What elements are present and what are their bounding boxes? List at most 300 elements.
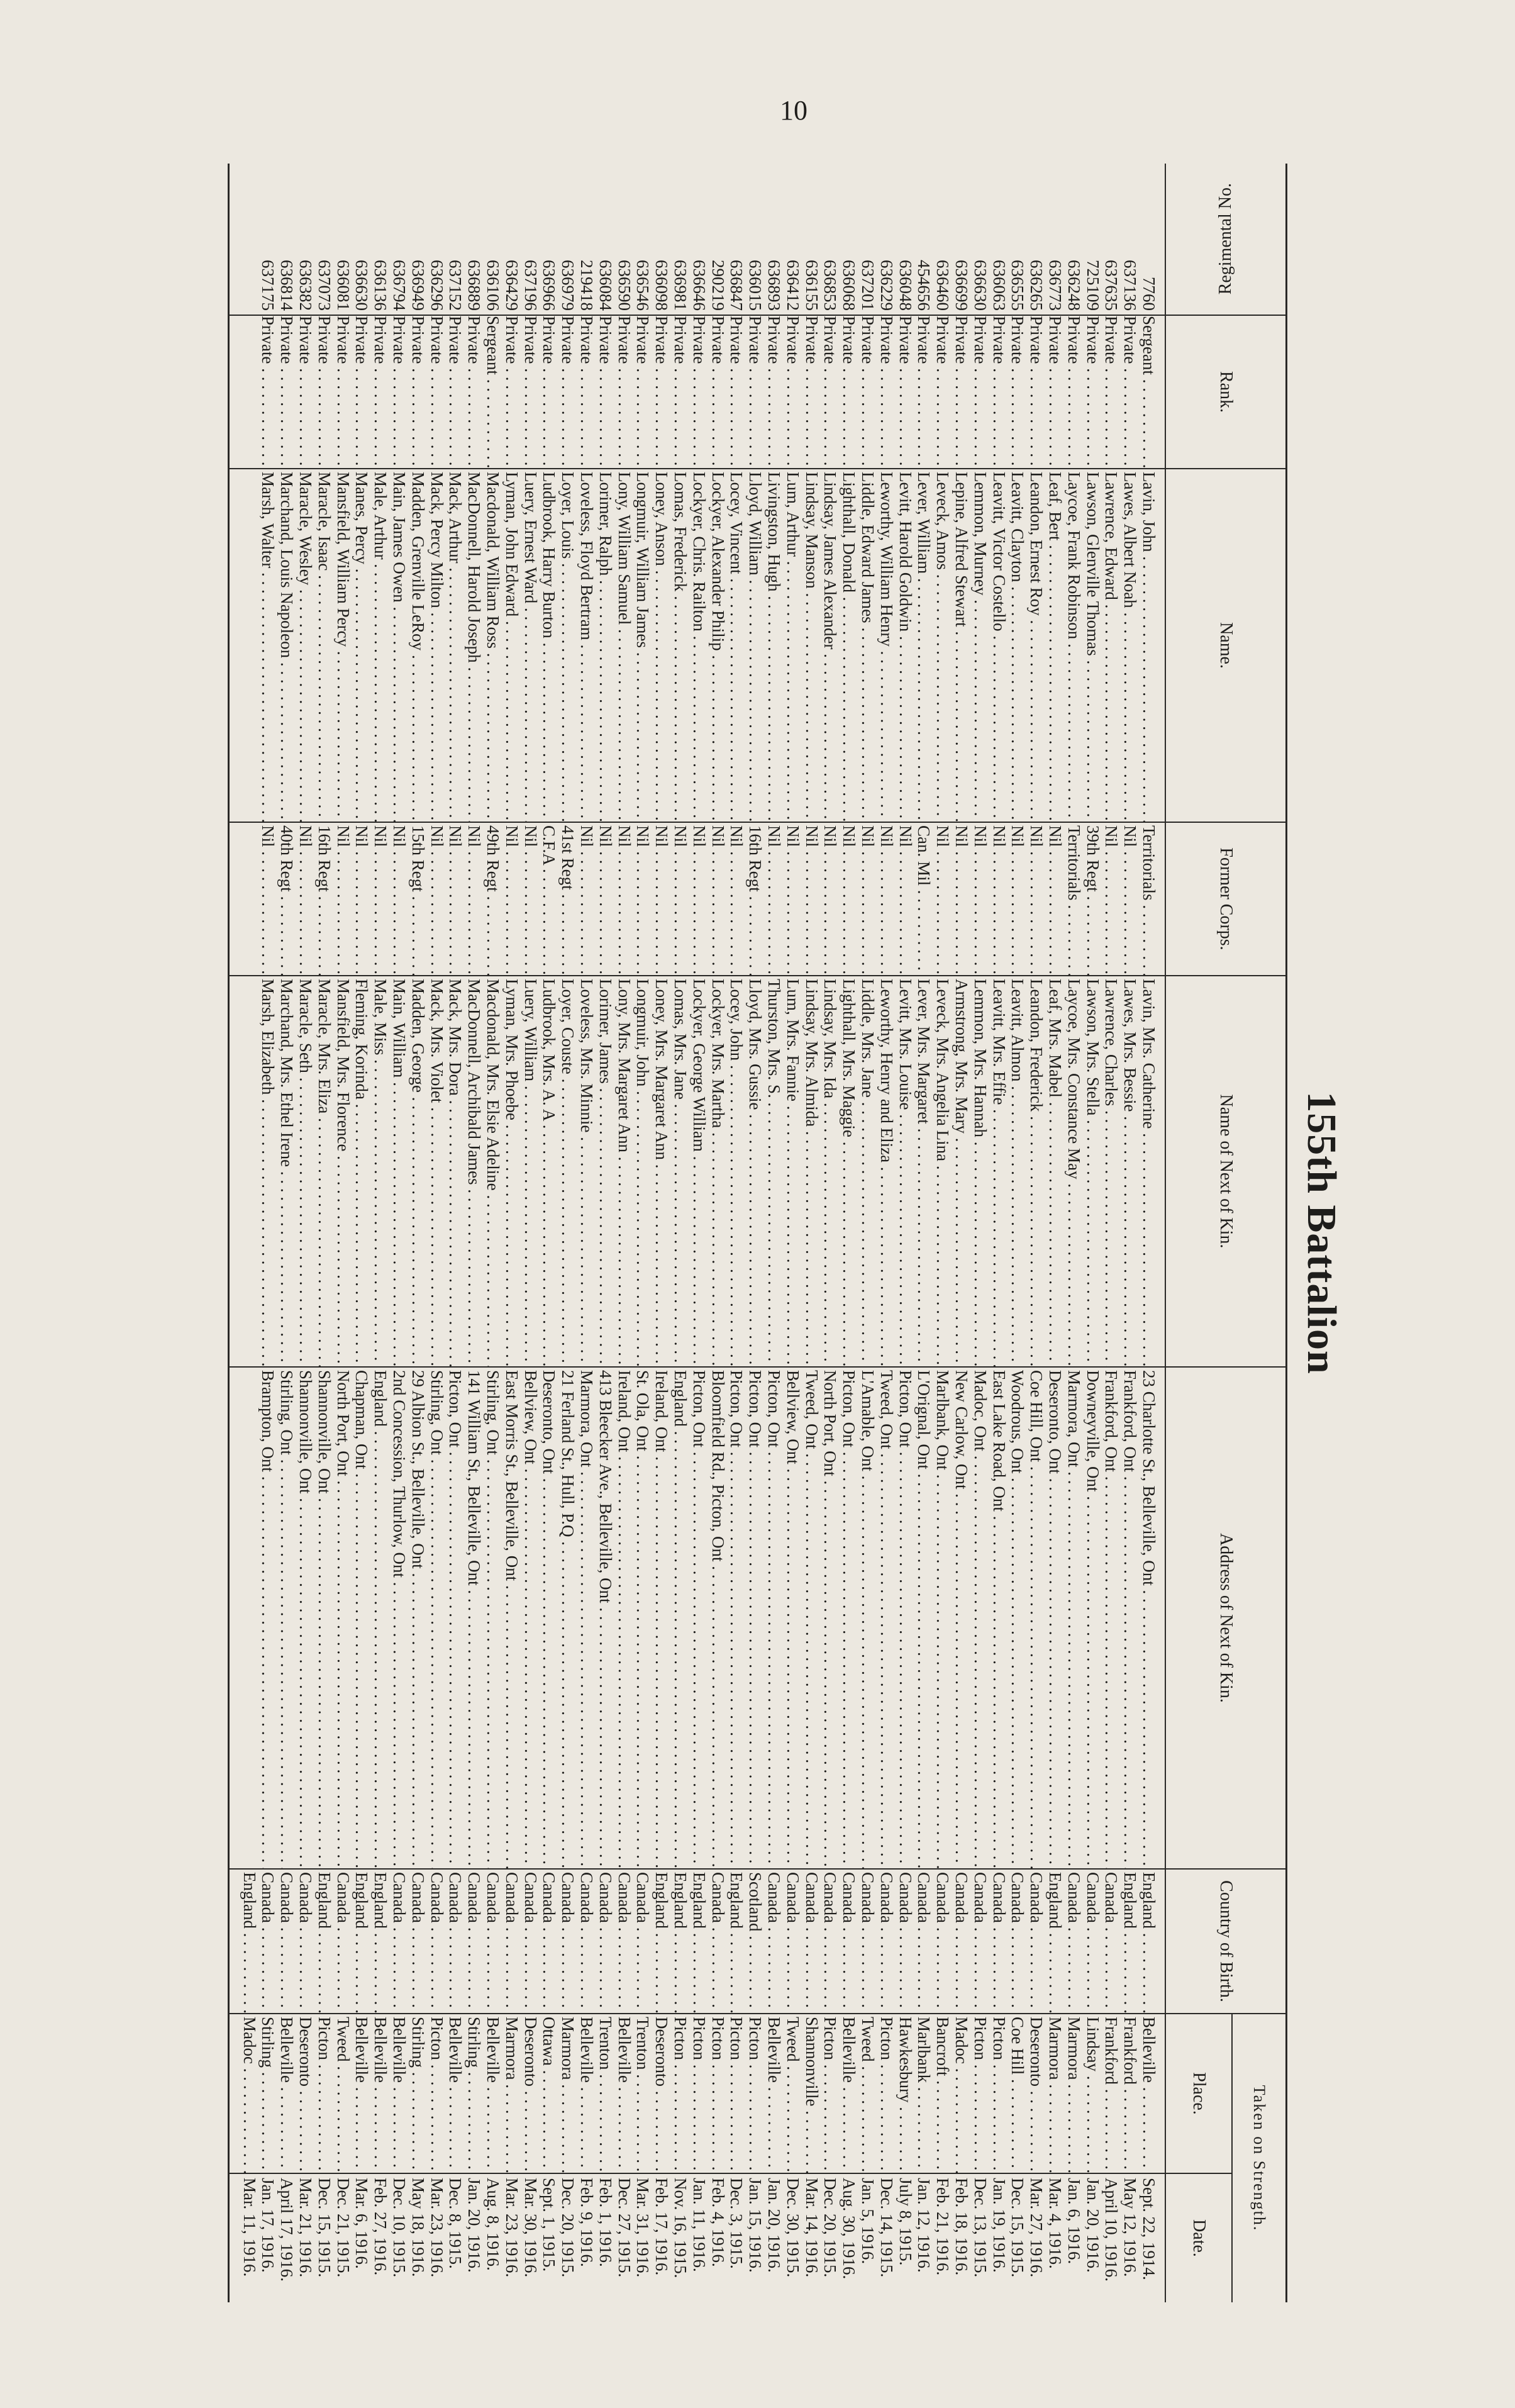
cell-next-of-kin-address: Marmora, Ont . . . [1062,1368,1086,1868]
cell-name: Luery, Ernest Ward . . . [519,469,543,822]
cell-former-corps: Nil . . . [762,823,786,975]
cell-rank: Private . . . [987,316,1011,468]
cell-regimental-no: 636979 [558,260,578,311]
cell-country-of-birth: Canada . . . [837,1870,861,2013]
cell-next-of-kin-name: Fleming, Korinda . . . [350,976,374,1366]
cell-strength-place: Deseronto . . . [294,2014,318,2173]
cell-rank: Sergeant . . . [481,316,505,468]
cell-name: Marsh, Walter . . . [256,469,280,822]
cell-former-corps: Nil . . . [519,823,543,975]
cell-next-of-kin-name: Lony, Mrs. Margaret Ann . . . [613,976,636,1366]
cell-name: Lever, William . . . [912,469,936,822]
cell-strength-date: Jan. 15, 1916. [746,2178,765,2273]
cell-next-of-kin-name: Lavin, Mrs. Catherine . . . [1137,976,1161,1366]
header-place: Place. [1189,2072,1209,2115]
cell-rank: Private . . . [1006,316,1029,468]
cell-rank: Private . . . [912,316,936,468]
cell-next-of-kin-address: 2nd Concession, Thurlow, Ont . . . [387,1368,411,1868]
cell-country-of-birth: Canada . . . [275,1870,299,2013]
cell-regimental-no: 219418 [577,260,596,311]
cell-next-of-kin-name: Lighthall, Mrs. Maggie . . . [837,976,861,1366]
roster-table [228,164,1287,2302]
cell-next-of-kin-name: Lyman, Mrs. Phoebe . . . [500,976,524,1366]
cell-former-corps: Nil . . . [818,823,842,975]
cell-next-of-kin-address: Marlbank, Ont . . . [931,1368,955,1868]
cell-strength-place: Madoc . . . [238,2014,262,2173]
cell-name: Leandon, Ernest Roy . . . [1024,469,1048,822]
cell-next-of-kin-address: Picton, Ont . . . [837,1368,861,1868]
cell-rank: Private . . . [856,316,880,468]
header-name: Name. [1216,622,1236,669]
cell-next-of-kin-address: Frankford, Ont . . . [1099,1368,1123,1868]
cell-rank: Private . . . [556,316,580,468]
cell-former-corps: Nil . . . [687,823,711,975]
cell-strength-place: Ottawa . . . [537,2014,561,2173]
cell-strength-place: Marmora . . . [556,2014,580,2173]
cell-next-of-kin-address: North Port, Ont . . . [818,1368,842,1868]
cell-next-of-kin-name: Main, William . . . [387,976,411,1366]
cell-name: Locey, Vincent . . . [724,469,748,822]
cell-name: Main, James Owen . . . [387,469,411,822]
cell-next-of-kin-name: Leveck, Mrs. Angelia Lina . . . [931,976,955,1366]
cell-regimental-no: 636296 [427,260,447,311]
cell-rank: Private . . . [800,316,824,468]
cell-strength-date: Jan. 20, 1916. [765,2178,784,2273]
cell-next-of-kin-address: East Lake Road, Ont . . . [987,1368,1011,1868]
cell-name: Lindsay, Manson . . . [800,469,824,822]
cell-strength-place: Picton . . . [313,2014,336,2173]
cell-strength-place: Picton . . . [968,2014,992,2173]
cell-strength-place: Picton . . . [687,2014,711,2173]
cell-strength-date: Jan. 17, 1916. [258,2178,278,2273]
header-next-of-kin-address: Address of Next of Kin. [1216,1533,1236,1703]
cell-rank: Private . . . [256,316,280,468]
cell-strength-place: Picton . . . [987,2014,1011,2173]
cell-regimental-no: 725109 [1083,260,1102,311]
cell-name: Mack, Percy Milton . . . [425,469,449,822]
cell-country-of-birth: Canada . . . [856,1870,880,2013]
cell-name: Manes, Percy . . . [350,469,374,822]
cell-strength-date: Mar. 27, 1916. [1027,2178,1046,2278]
cell-next-of-kin-address: Deseronto, Ont . . . [1043,1368,1067,1868]
cell-regimental-no: 636794 [390,260,409,311]
cell-next-of-kin-address: L'Amable, Ont . . . [856,1368,880,1868]
cell-next-of-kin-name: Lever, Mrs. Margaret . . . [912,976,936,1366]
header-divider [1166,975,1285,976]
cell-former-corps: Nil . . . [837,823,861,975]
cell-country-of-birth: Canada . . . [1062,1870,1086,2013]
cell-name: Levitt, Harold Goldwin . . . [894,469,918,822]
cell-former-corps: Nil . . . [594,823,618,975]
cell-former-corps: Nil . . . [781,823,805,975]
cell-former-corps: Nil . . . [706,823,730,975]
cell-name: Leavitt, Victor Costello . . . [987,469,1011,822]
cell-next-of-kin-address: Picton, Ont . . . [687,1368,711,1868]
cell-next-of-kin-name: Laycoe, Mrs. Constance May . . . [1062,976,1086,1366]
cell-country-of-birth: Canada . . . [818,1870,842,2013]
cell-strength-date: Dec. 21, 1915. [333,2178,353,2278]
cell-strength-place: Coe Hill . . . [1006,2014,1029,2173]
cell-strength-date: Dec. 3, 1915. [727,2178,746,2269]
cell-former-corps: Nil . . . [931,823,955,975]
cell-strength-place: Stirling . . . [256,2014,280,2173]
cell-rank: Private . . . [631,316,655,468]
cell-strength-date: Feb. 9, 1916. [577,2178,596,2267]
cell-rank: Private . . . [425,316,449,468]
cell-strength-date: Mar. 30, 1916. [521,2178,540,2278]
cell-strength-place: Deseronto . . . [519,2014,543,2173]
cell-regimental-no: 636814 [277,260,297,311]
cell-former-corps: Nil . . . [1118,823,1142,975]
cell-next-of-kin-address: Bloomfield Rd., Picton, Ont . . . [706,1368,730,1868]
cell-regimental-no: 636699 [952,260,971,311]
cell-rank: Private . . . [500,316,524,468]
cell-rank: Private . . . [968,316,992,468]
cell-regimental-no: 636068 [840,260,859,311]
cell-name: Lepine, Alfred Stewart . . . [950,469,974,822]
cell-rank: Private . . . [369,316,392,468]
cell-next-of-kin-name: Maracle, Mrs. Eliza . . . [313,976,336,1366]
cell-strength-place: Trenton . . . [594,2014,618,2173]
cell-country-of-birth: Canada . . . [894,1870,918,2013]
cell-next-of-kin-address: 23 Charlotte St., Belleville, Ont . . . [1137,1368,1161,1868]
header-divider [1166,822,1285,823]
cell-former-corps: Nil . . . [1006,823,1029,975]
cell-strength-date: Dec. 8, 1915. [446,2178,465,2269]
cell-rank: Private . . . [462,316,486,468]
cell-strength-date: Dec. 13, 1915. [970,2178,990,2278]
cell-strength-place: Picton . . . [743,2014,767,2173]
cell-strength-place: Marmora . . . [500,2014,524,2173]
cell-next-of-kin-name: Lomas, Mrs. Jane . . . [669,976,692,1366]
cell-regimental-no: 637136 [1121,260,1140,311]
cell-strength-place: Marlbank . . . [912,2014,936,2173]
cell-country-of-birth: Canada . . . [406,1870,430,2013]
cell-next-of-kin-address: Picton, Ont . . . [743,1368,767,1868]
cell-regimental-no: 454656 [914,260,934,311]
cell-strength-date: Mar. 23, 1916. [502,2178,521,2278]
cell-next-of-kin-name: Leavitt, Almon . . . [1006,976,1029,1366]
cell-strength-date: Feb. 18, 1916. [952,2178,971,2276]
cell-strength-date: May 12, 1916. [1121,2178,1140,2277]
cell-rank: Private . . . [594,316,618,468]
cell-regimental-no: 636630 [352,260,372,311]
cell-strength-place: Deseronto . . . [1024,2014,1048,2173]
cell-strength-place: Picton . . . [875,2014,899,2173]
cell-next-of-kin-address: Picton, Ont . . . [762,1368,786,1868]
cell-rank: Private . . . [1099,316,1123,468]
rotated-page-content [226,164,1345,2302]
cell-country-of-birth: England . . . [650,1870,674,2013]
cell-strength-date: Sept. 22, 1914. [1140,2178,1158,2280]
header-divider [1166,2173,1231,2174]
cell-former-corps: Can. Mil . . . [912,823,936,975]
cell-strength-date: Dec. 14, 1915. [877,2178,896,2278]
cell-strength-place: Madoc . . . [950,2014,974,2173]
cell-strength-place: Belleville . . . [387,2014,411,2173]
header-divider [1166,468,1285,469]
cell-next-of-kin-name: Mansfield, Mrs. Florence . . . [331,976,355,1366]
cell-next-of-kin-name: Macdonald, Mrs. Elsie Adeline . . . [481,976,505,1366]
cell-regimental-no: 636063 [989,260,1009,311]
cell-regimental-no: 636949 [408,260,428,311]
cell-country-of-birth: England . . . [1043,1870,1067,2013]
cell-name: Lawrence, Edward . . . [1099,469,1123,822]
cell-country-of-birth: England . . . [687,1870,711,2013]
cell-strength-place: Belleville . . . [275,2014,299,2173]
cell-former-corps: Nil . . . [256,823,280,975]
cell-strength-date: Feb. 27, 1916. [371,2178,391,2276]
cell-strength-date: April 17, 1916. [277,2178,297,2282]
cell-country-of-birth: England . . . [350,1870,374,2013]
cell-name: Loyer, Louis . . . [556,469,580,822]
cell-name: Lorimer, Ralph . . . [594,469,618,822]
cell-next-of-kin-name: Marchand, Mrs. Ethel Irene . . . [275,976,299,1366]
cell-country-of-birth: Canada . . . [987,1870,1011,2013]
cell-name: MacDonnell, Harold Joseph . . . [462,469,486,822]
cell-strength-date: Dec. 30, 1915. [783,2178,802,2278]
cell-strength-date: Mar. 21, 1916. [296,2178,315,2278]
cell-strength-place: Frankford . . . [1118,2014,1142,2173]
cell-strength-date: April 10, 1916. [1102,2178,1121,2282]
cell-former-corps: C.F.A . . . [537,823,561,975]
cell-name: Lum, Arthur . . . [781,469,805,822]
cell-country-of-birth: Canada . . . [519,1870,543,2013]
cell-country-of-birth: Scotland . . . [743,1870,767,2013]
header-divider [1166,2013,1285,2014]
cell-country-of-birth: Canada . . . [968,1870,992,2013]
header-former-corps: Former Corps. [1216,847,1236,950]
cell-country-of-birth: Canada . . . [800,1870,824,2013]
header-divider [1166,1868,1285,1870]
cell-former-corps: Nil . . . [369,823,392,975]
cell-name: Livingston, Hugh . . . [762,469,786,822]
cell-country-of-birth: England . . . [669,1870,692,2013]
cell-strength-place: Belleville . . . [837,2014,861,2173]
cell-country-of-birth: Canada . . . [950,1870,974,2013]
cell-rank: Private . . . [706,316,730,468]
cell-country-of-birth: Canada . . . [256,1870,280,2013]
cell-strength-place: Deseronto . . . [650,2014,674,2173]
cell-strength-place: Shannonville . . . [800,2014,824,2173]
cell-next-of-kin-name: Levitt, Mrs. Louise . . . [894,976,918,1366]
cell-next-of-kin-name: Thurston, Mrs. S. . . . [762,976,786,1366]
header-next-of-kin-name: Name of Next of Kin. [1216,1094,1236,1249]
cell-next-of-kin-address: Tweed, Ont . . . [875,1368,899,1868]
cell-country-of-birth: Canada . . . [331,1870,355,2013]
cell-country-of-birth: England . . . [1137,1870,1161,2013]
cell-name: Laycoe, Frank Robinson . . . [1062,469,1086,822]
cell-strength-date: Mar. 4, 1916. [1046,2178,1065,2269]
cell-former-corps: Nil . . . [443,823,467,975]
cell-regimental-no: 636382 [296,260,315,311]
cell-strength-date: July 8, 1915. [896,2178,915,2266]
cell-next-of-kin-address: England . . . [369,1368,392,1868]
cell-regimental-no: 637196 [521,260,540,311]
cell-rank: Private . . . [931,316,955,468]
cell-next-of-kin-name: Loyer, Couste . . . [556,976,580,1366]
cell-regimental-no: 290219 [708,260,728,311]
table-header [1165,164,1285,2302]
cell-next-of-kin-name: Luery, William . . . [519,976,543,1366]
cell-strength-date: Nov. 16, 1915. [671,2178,690,2278]
cell-strength-date: Mar. 14, 1916. [802,2178,821,2278]
cell-country-of-birth: England . . . [313,1870,336,2013]
cell-next-of-kin-name: Madden, George . . . [406,976,430,1366]
cell-name: Ludbrook, Harry Burton . . . [537,469,561,822]
cell-next-of-kin-address: Stirling, Ont . . . [481,1368,505,1868]
cell-former-corps: Nil . . . [875,823,899,975]
cell-former-corps: Nil . . . [1024,823,1048,975]
cell-former-corps: 41st Regt . . . [556,823,580,975]
cell-next-of-kin-address: 29 Albion St., Belleville, Ont . . . [406,1368,430,1868]
cell-rank: Private . . . [687,316,711,468]
cell-next-of-kin-name: Lorimer, James . . . [594,976,618,1366]
cell-rank: Private . . . [575,316,599,468]
cell-strength-date: Feb. 1, 1916. [596,2178,615,2267]
cell-strength-place: Belleville . . . [762,2014,786,2173]
cell-next-of-kin-address: Shannonville, Ont . . . [313,1368,336,1868]
cell-name: Mack, Arthur . . . [443,469,467,822]
cell-next-of-kin-name: Longmuir, John . . . [631,976,655,1366]
cell-rank: Private . . . [781,316,805,468]
cell-rank: Private . . . [613,316,636,468]
cell-strength-place: Picton . . . [818,2014,842,2173]
cell-strength-date: Jan. 5, 1916. [858,2178,877,2265]
cell-name: Macdonald, William Ross . . . [481,469,505,822]
cell-name: Lockyer, Chris. Railton . . . [687,469,711,822]
cell-strength-date: Feb. 4, 1916. [708,2178,728,2267]
cell-former-corps: Nil . . . [500,823,524,975]
cell-next-of-kin-name: Leavitt, Mrs. Effie . . . [987,976,1011,1366]
cell-strength-place: Picton . . . [669,2014,692,2173]
cell-strength-place: Marmora . . . [1043,2014,1067,2173]
cell-rank: Private . . . [313,316,336,468]
cell-regimental-no: 636229 [877,260,896,311]
cell-former-corps: Nil . . . [968,823,992,975]
cell-country-of-birth: Canada . . . [481,1870,505,2013]
cell-rank: Private . . . [406,316,430,468]
cell-next-of-kin-name: Lawrence, Charles . . . [1099,976,1123,1366]
cell-next-of-kin-name: Leaf, Mrs. Mabel . . . [1043,976,1067,1366]
cell-strength-place: Hawkesbury . . . [894,2014,918,2173]
cell-name: Mansfield, William Percy . . . [331,469,355,822]
cell-strength-place: Belleville . . . [481,2014,505,2173]
cell-name: Lomas, Frederick . . . [669,469,692,822]
cell-regimental-no: 636630 [970,260,990,311]
cell-next-of-kin-address: Stirling, Ont . . . [425,1368,449,1868]
cell-strength-date: Dec. 27, 1915. [614,2178,634,2278]
cell-strength-place: Tweed . . . [856,2014,880,2173]
cell-name: Lighthall, Donald . . . [837,469,861,822]
cell-next-of-kin-name: Armstrong, Mrs. Mary . . . [950,976,974,1366]
cell-rank: Private . . . [350,316,374,468]
cell-regimental-no: 636412 [783,260,802,311]
cell-former-corps: Nil . . . [462,823,486,975]
cell-next-of-kin-address: Ireland, Ont . . . [613,1368,636,1868]
cell-former-corps: 40th Regt . . . [275,823,299,975]
cell-strength-date: Jan. 12, 1916. [914,2178,934,2273]
cell-country-of-birth: Canada . . . [500,1870,524,2013]
cell-next-of-kin-address: Deseronto, Ont . . . [537,1368,561,1868]
cell-regimental-no: 636081 [333,260,353,311]
cell-next-of-kin-name: Lawes, Mrs. Bessie . . . [1118,976,1142,1366]
cell-regimental-no: 636015 [746,260,765,311]
cell-regimental-no: 636981 [671,260,690,311]
cell-next-of-kin-name: Marsh, Elizabeth . . . [256,976,280,1366]
cell-strength-date: Dec. 20, 1915. [821,2178,840,2278]
cell-former-corps: Nil . . . [425,823,449,975]
cell-next-of-kin-name: Ludbrook, Mrs. A. A . . . [537,976,561,1366]
cell-country-of-birth: Canada . . . [425,1870,449,2013]
cell-country-of-birth: Canada . . . [912,1870,936,2013]
cell-strength-place: Tweed . . . [331,2014,355,2173]
cell-name: Lavin, John . . . [1137,469,1161,822]
cell-former-corps: Nil . . . [350,823,374,975]
cell-rank: Private . . . [837,316,861,468]
cell-next-of-kin-address: Picton, Ont . . . [894,1368,918,1868]
cell-country-of-birth: Canada . . . [1081,1870,1105,2013]
cell-former-corps: Nil . . . [613,823,636,975]
cell-next-of-kin-address: Stirling, Ont . . . [275,1368,299,1868]
cell-rank: Private . . . [1024,316,1048,468]
cell-name: Leavitt, Clayton . . . [1006,469,1029,822]
cell-country-of-birth: England . . . [369,1870,392,2013]
cell-country-of-birth: England . . . [1118,1870,1142,2013]
cell-rank: Private . . . [1043,316,1067,468]
cell-name: Lindsay, James Alexander . . . [818,469,842,822]
table-body [230,164,1165,2302]
cell-country-of-birth: Canada . . . [1024,1870,1048,2013]
cell-name: Leveck, Amos . . . [931,469,955,822]
cell-country-of-birth: Canada . . . [294,1870,318,2013]
header-rank: Rank. [1216,371,1236,413]
cell-name: Marchand, Louis Napoleon . . . [275,469,299,822]
cell-former-corps: Nil . . . [387,823,411,975]
cell-next-of-kin-address: St. Ola, Ont . . . [631,1368,655,1868]
cell-former-corps: 16th Regt . . . [313,823,336,975]
cell-next-of-kin-name: MacDonnell, Archibald James . . . [462,976,486,1366]
cell-country-of-birth: England . . . [238,1870,262,2013]
page-title: 155th Battalion [1299,1091,1345,1374]
cell-name: Maracle, Isaac . . . [313,469,336,822]
cell-next-of-kin-name: Liddle, Mrs. Jane . . . [856,976,880,1366]
cell-regimental-no: 636155 [802,260,821,311]
cell-name: Liddle, Edward James . . . [856,469,880,822]
cell-strength-place: Belleville . . . [369,2014,392,2173]
cell-regimental-no: 636853 [821,260,840,311]
cell-rank: Private . . . [950,316,974,468]
cell-regimental-no: 636265 [1027,260,1046,311]
cell-name: Maracle, Wesley . . . [294,469,318,822]
cell-next-of-kin-address: East Morris St., Belleville, Ont . . . [500,1368,524,1868]
cell-next-of-kin-address: North Port, Ont . . . [331,1368,355,1868]
cell-strength-date: Mar. 6, 1916. [352,2178,372,2269]
cell-next-of-kin-name: Mack, Mrs. Dora . . . [443,976,467,1366]
cell-strength-date: Jan. 20, 1916. [465,2178,484,2273]
cell-country-of-birth: Canada . . . [387,1870,411,2013]
cell-former-corps: Nil . . . [856,823,880,975]
cell-former-corps: Nil . . . [1043,823,1067,975]
cell-next-of-kin-address: Frankford, Ont . . . [1118,1368,1142,1868]
cell-country-of-birth: Canada . . . [575,1870,599,2013]
cell-regimental-no: 636248 [1064,260,1084,311]
cell-strength-place: Picton . . . [724,2014,748,2173]
cell-name: Lony, William Samuel . . . [613,469,636,822]
cell-next-of-kin-name: Lum, Mrs. Fannie . . . [781,976,805,1366]
cell-former-corps: Nil . . . [294,823,318,975]
cell-former-corps: Nil . . . [950,823,974,975]
